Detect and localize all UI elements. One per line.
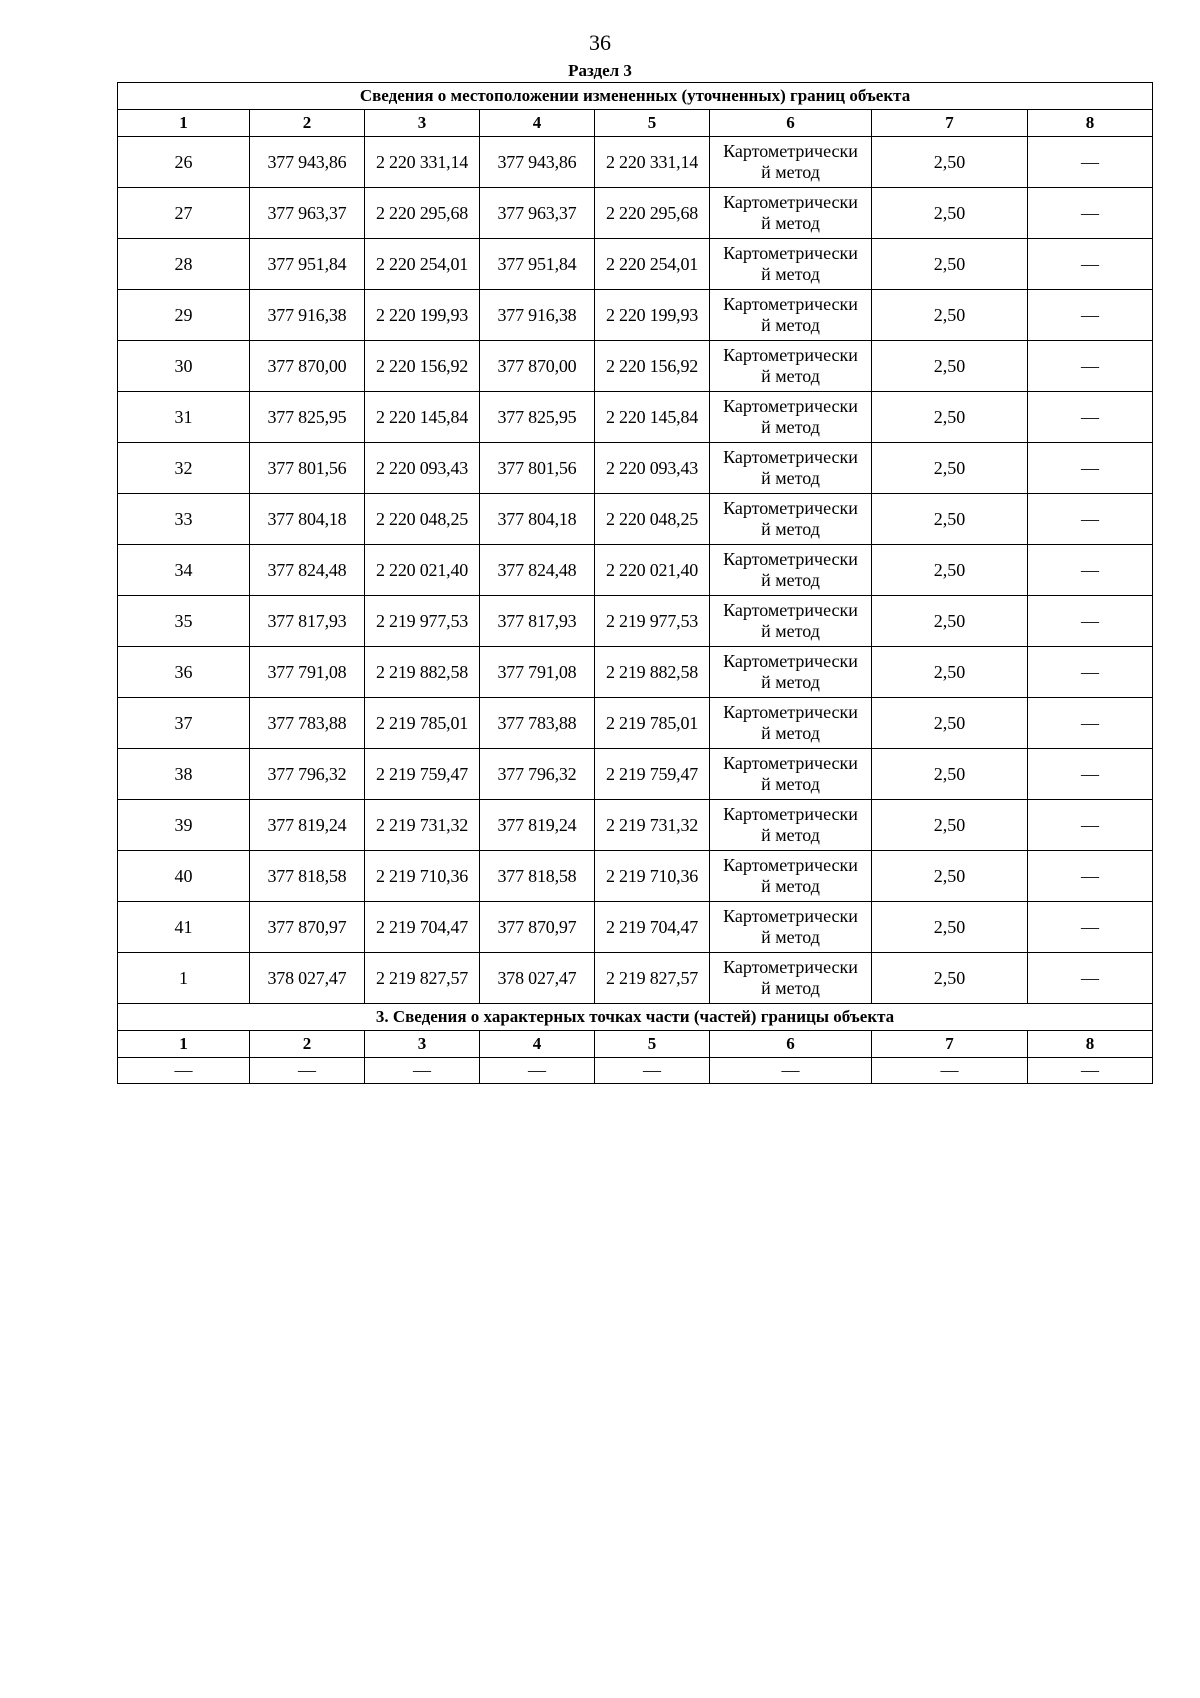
table-row xyxy=(118,443,1153,494)
method-line-1: Картометрически xyxy=(723,651,858,671)
old-x-cell: 377 791,08 xyxy=(250,647,365,698)
point-number-cell: 36 xyxy=(118,647,250,698)
new-x-cell: 377 796,32 xyxy=(480,749,595,800)
table-caption: Сведения о местоположении измененных (уточненных) границ объекта xyxy=(118,83,1153,110)
subsection-column-header: 3 xyxy=(365,1031,480,1058)
point-number-cell: 30 xyxy=(118,341,250,392)
table-row xyxy=(118,494,1153,545)
old-y-cell: 2 219 882,58 xyxy=(365,647,480,698)
point-number-cell: 37 xyxy=(118,698,250,749)
table-row xyxy=(118,953,1153,1004)
description-cell: — xyxy=(1028,800,1153,851)
method-line-1: Картометрически xyxy=(723,855,858,875)
method-cell xyxy=(710,341,872,392)
method-line-2: й метод xyxy=(761,315,820,335)
subsection-empty-row xyxy=(118,1058,1153,1084)
subsection-column-header: 2 xyxy=(250,1031,365,1058)
method-cell xyxy=(710,749,872,800)
new-y-cell: 2 219 731,32 xyxy=(595,800,710,851)
subsection-column-header: 7 xyxy=(872,1031,1028,1058)
description-cell: — xyxy=(1028,443,1153,494)
new-y-cell: 2 220 199,93 xyxy=(595,290,710,341)
method-cell xyxy=(710,902,872,953)
old-x-cell: 377 963,37 xyxy=(250,188,365,239)
column-header: 1 xyxy=(118,110,250,137)
old-y-cell: 2 220 156,92 xyxy=(365,341,480,392)
point-number-cell: 29 xyxy=(118,290,250,341)
new-x-cell: 377 963,37 xyxy=(480,188,595,239)
method-cell xyxy=(710,800,872,851)
accuracy-cell: 2,50 xyxy=(872,290,1028,341)
old-y-cell: 2 219 977,53 xyxy=(365,596,480,647)
point-number-cell: 35 xyxy=(118,596,250,647)
empty-cell: — xyxy=(250,1058,365,1084)
new-y-cell: 2 219 977,53 xyxy=(595,596,710,647)
new-y-cell: 2 219 759,47 xyxy=(595,749,710,800)
old-y-cell: 2 219 710,36 xyxy=(365,851,480,902)
subsection-column-header: 8 xyxy=(1028,1031,1153,1058)
method-line-2: й метод xyxy=(761,876,820,896)
method-line-2: й метод xyxy=(761,672,820,692)
old-x-cell: 377 818,58 xyxy=(250,851,365,902)
column-header: 3 xyxy=(365,110,480,137)
method-line-1: Картометрически xyxy=(723,957,858,977)
method-line-1: Картометрически xyxy=(723,549,858,569)
description-cell: — xyxy=(1028,137,1153,188)
method-line-2: й метод xyxy=(761,519,820,539)
old-x-cell: 377 916,38 xyxy=(250,290,365,341)
description-cell: — xyxy=(1028,188,1153,239)
description-cell: — xyxy=(1028,545,1153,596)
method-cell xyxy=(710,698,872,749)
accuracy-cell: 2,50 xyxy=(872,800,1028,851)
column-header: 8 xyxy=(1028,110,1153,137)
old-x-cell: 377 825,95 xyxy=(250,392,365,443)
old-x-cell: 377 796,32 xyxy=(250,749,365,800)
subsection-caption-row xyxy=(118,1004,1153,1031)
accuracy-cell: 2,50 xyxy=(872,188,1028,239)
method-cell xyxy=(710,443,872,494)
description-cell: — xyxy=(1028,341,1153,392)
method-line-2: й метод xyxy=(761,264,820,284)
method-cell xyxy=(710,545,872,596)
method-line-2: й метод xyxy=(761,213,820,233)
method-line-1: Картометрически xyxy=(723,804,858,824)
method-line-1: Картометрически xyxy=(723,498,858,518)
description-cell: — xyxy=(1028,290,1153,341)
table-row xyxy=(118,239,1153,290)
description-cell: — xyxy=(1028,953,1153,1004)
old-y-cell: 2 220 254,01 xyxy=(365,239,480,290)
description-cell: — xyxy=(1028,392,1153,443)
method-cell xyxy=(710,392,872,443)
method-line-1: Картометрически xyxy=(723,345,858,365)
column-header: 6 xyxy=(710,110,872,137)
new-x-cell: 377 819,24 xyxy=(480,800,595,851)
accuracy-cell: 2,50 xyxy=(872,902,1028,953)
description-cell: — xyxy=(1028,494,1153,545)
accuracy-cell: 2,50 xyxy=(872,137,1028,188)
old-x-cell: 377 783,88 xyxy=(250,698,365,749)
method-line-2: й метод xyxy=(761,978,820,998)
table-row xyxy=(118,545,1153,596)
new-x-cell: 377 817,93 xyxy=(480,596,595,647)
new-y-cell: 2 220 254,01 xyxy=(595,239,710,290)
empty-cell: — xyxy=(480,1058,595,1084)
method-line-2: й метод xyxy=(761,723,820,743)
new-x-cell: 377 916,38 xyxy=(480,290,595,341)
subsection-column-header: 6 xyxy=(710,1031,872,1058)
method-cell xyxy=(710,290,872,341)
table-row xyxy=(118,341,1153,392)
page-number: 36 xyxy=(589,30,611,55)
old-y-cell: 2 219 759,47 xyxy=(365,749,480,800)
new-x-cell: 377 801,56 xyxy=(480,443,595,494)
method-line-2: й метод xyxy=(761,570,820,590)
method-cell xyxy=(710,953,872,1004)
empty-cell: — xyxy=(365,1058,480,1084)
new-x-cell: 377 791,08 xyxy=(480,647,595,698)
old-y-cell: 2 220 093,43 xyxy=(365,443,480,494)
accuracy-cell: 2,50 xyxy=(872,392,1028,443)
column-header: 4 xyxy=(480,110,595,137)
new-x-cell: 378 027,47 xyxy=(480,953,595,1004)
accuracy-cell: 2,50 xyxy=(872,596,1028,647)
old-y-cell: 2 219 731,32 xyxy=(365,800,480,851)
method-line-1: Картометрически xyxy=(723,294,858,314)
table-caption-row xyxy=(118,83,1153,110)
point-number-cell: 38 xyxy=(118,749,250,800)
point-number-cell: 26 xyxy=(118,137,250,188)
old-x-cell: 377 819,24 xyxy=(250,800,365,851)
old-x-cell: 377 824,48 xyxy=(250,545,365,596)
table-row xyxy=(118,749,1153,800)
description-cell: — xyxy=(1028,851,1153,902)
new-y-cell: 2 220 021,40 xyxy=(595,545,710,596)
method-line-1: Картометрически xyxy=(723,753,858,773)
old-x-cell: 377 804,18 xyxy=(250,494,365,545)
accuracy-cell: 2,50 xyxy=(872,698,1028,749)
point-number-cell: 28 xyxy=(118,239,250,290)
accuracy-cell: 2,50 xyxy=(872,851,1028,902)
old-y-cell: 2 220 021,40 xyxy=(365,545,480,596)
new-y-cell: 2 220 331,14 xyxy=(595,137,710,188)
empty-cell: — xyxy=(1028,1058,1153,1084)
old-x-cell: 377 801,56 xyxy=(250,443,365,494)
column-header-row xyxy=(118,110,1153,137)
old-y-cell: 2 220 048,25 xyxy=(365,494,480,545)
method-line-1: Картометрически xyxy=(723,396,858,416)
method-cell xyxy=(710,494,872,545)
table-row xyxy=(118,392,1153,443)
old-y-cell: 2 219 827,57 xyxy=(365,953,480,1004)
table-row xyxy=(118,188,1153,239)
new-x-cell: 377 818,58 xyxy=(480,851,595,902)
table-row xyxy=(118,290,1153,341)
method-cell xyxy=(710,239,872,290)
new-x-cell: 377 943,86 xyxy=(480,137,595,188)
boundary-table xyxy=(117,82,1153,1084)
point-number-cell: 41 xyxy=(118,902,250,953)
method-cell xyxy=(710,137,872,188)
table-row xyxy=(118,851,1153,902)
point-number-cell: 31 xyxy=(118,392,250,443)
description-cell: — xyxy=(1028,596,1153,647)
table-row xyxy=(118,902,1153,953)
method-line-1: Картометрически xyxy=(723,243,858,263)
method-line-1: Картометрически xyxy=(723,447,858,467)
new-x-cell: 377 783,88 xyxy=(480,698,595,749)
subsection-column-header: 1 xyxy=(118,1031,250,1058)
new-y-cell: 2 220 156,92 xyxy=(595,341,710,392)
method-line-2: й метод xyxy=(761,162,820,182)
new-x-cell: 377 825,95 xyxy=(480,392,595,443)
column-header: 7 xyxy=(872,110,1028,137)
method-line-1: Картометрически xyxy=(723,141,858,161)
description-cell: — xyxy=(1028,902,1153,953)
old-y-cell: 2 220 199,93 xyxy=(365,290,480,341)
method-cell xyxy=(710,188,872,239)
point-number-cell: 39 xyxy=(118,800,250,851)
accuracy-cell: 2,50 xyxy=(872,749,1028,800)
old-x-cell: 378 027,47 xyxy=(250,953,365,1004)
table-row xyxy=(118,596,1153,647)
old-y-cell: 2 219 704,47 xyxy=(365,902,480,953)
method-cell xyxy=(710,596,872,647)
new-x-cell: 377 951,84 xyxy=(480,239,595,290)
accuracy-cell: 2,50 xyxy=(872,545,1028,596)
new-y-cell: 2 220 295,68 xyxy=(595,188,710,239)
point-number-cell: 33 xyxy=(118,494,250,545)
column-header: 2 xyxy=(250,110,365,137)
description-cell: — xyxy=(1028,647,1153,698)
subsection-header-row xyxy=(118,1031,1153,1058)
accuracy-cell: 2,50 xyxy=(872,239,1028,290)
accuracy-cell: 2,50 xyxy=(872,341,1028,392)
new-y-cell: 2 220 048,25 xyxy=(595,494,710,545)
point-number-cell: 27 xyxy=(118,188,250,239)
old-x-cell: 377 870,00 xyxy=(250,341,365,392)
method-line-1: Картометрически xyxy=(723,600,858,620)
method-line-2: й метод xyxy=(761,621,820,641)
method-line-2: й метод xyxy=(761,927,820,947)
column-header: 5 xyxy=(595,110,710,137)
section-title: Раздел 3 xyxy=(568,61,632,80)
subsection-title: 3. Сведения о характерных точках части (частей) границы объекта xyxy=(118,1004,1153,1031)
method-line-2: й метод xyxy=(761,417,820,437)
table-row xyxy=(118,698,1153,749)
method-cell xyxy=(710,647,872,698)
old-y-cell: 2 220 295,68 xyxy=(365,188,480,239)
accuracy-cell: 2,50 xyxy=(872,953,1028,1004)
method-line-2: й метод xyxy=(761,366,820,386)
method-line-1: Картометрически xyxy=(723,192,858,212)
table-row xyxy=(118,137,1153,188)
description-cell: — xyxy=(1028,698,1153,749)
method-line-2: й метод xyxy=(761,825,820,845)
new-y-cell: 2 219 704,47 xyxy=(595,902,710,953)
new-y-cell: 2 219 710,36 xyxy=(595,851,710,902)
table-row xyxy=(118,647,1153,698)
method-cell xyxy=(710,851,872,902)
method-line-1: Картометрически xyxy=(723,702,858,722)
old-x-cell: 377 951,84 xyxy=(250,239,365,290)
old-y-cell: 2 219 785,01 xyxy=(365,698,480,749)
old-y-cell: 2 220 331,14 xyxy=(365,137,480,188)
subsection-column-header: 5 xyxy=(595,1031,710,1058)
empty-cell: — xyxy=(595,1058,710,1084)
description-cell: — xyxy=(1028,239,1153,290)
method-line-1: Картометрически xyxy=(723,906,858,926)
old-y-cell: 2 220 145,84 xyxy=(365,392,480,443)
new-y-cell: 2 219 882,58 xyxy=(595,647,710,698)
point-number-cell: 34 xyxy=(118,545,250,596)
old-x-cell: 377 870,97 xyxy=(250,902,365,953)
accuracy-cell: 2,50 xyxy=(872,494,1028,545)
new-x-cell: 377 870,97 xyxy=(480,902,595,953)
new-y-cell: 2 220 145,84 xyxy=(595,392,710,443)
empty-cell: — xyxy=(872,1058,1028,1084)
new-y-cell: 2 220 093,43 xyxy=(595,443,710,494)
point-number-cell: 32 xyxy=(118,443,250,494)
new-x-cell: 377 824,48 xyxy=(480,545,595,596)
empty-cell: — xyxy=(710,1058,872,1084)
new-x-cell: 377 804,18 xyxy=(480,494,595,545)
table-row xyxy=(118,800,1153,851)
empty-cell: — xyxy=(118,1058,250,1084)
accuracy-cell: 2,50 xyxy=(872,647,1028,698)
method-line-2: й метод xyxy=(761,774,820,794)
point-number-cell: 1 xyxy=(118,953,250,1004)
old-x-cell: 377 817,93 xyxy=(250,596,365,647)
subsection-column-header: 4 xyxy=(480,1031,595,1058)
new-y-cell: 2 219 785,01 xyxy=(595,698,710,749)
method-line-2: й метод xyxy=(761,468,820,488)
new-x-cell: 377 870,00 xyxy=(480,341,595,392)
old-x-cell: 377 943,86 xyxy=(250,137,365,188)
description-cell: — xyxy=(1028,749,1153,800)
accuracy-cell: 2,50 xyxy=(872,443,1028,494)
point-number-cell: 40 xyxy=(118,851,250,902)
new-y-cell: 2 219 827,57 xyxy=(595,953,710,1004)
